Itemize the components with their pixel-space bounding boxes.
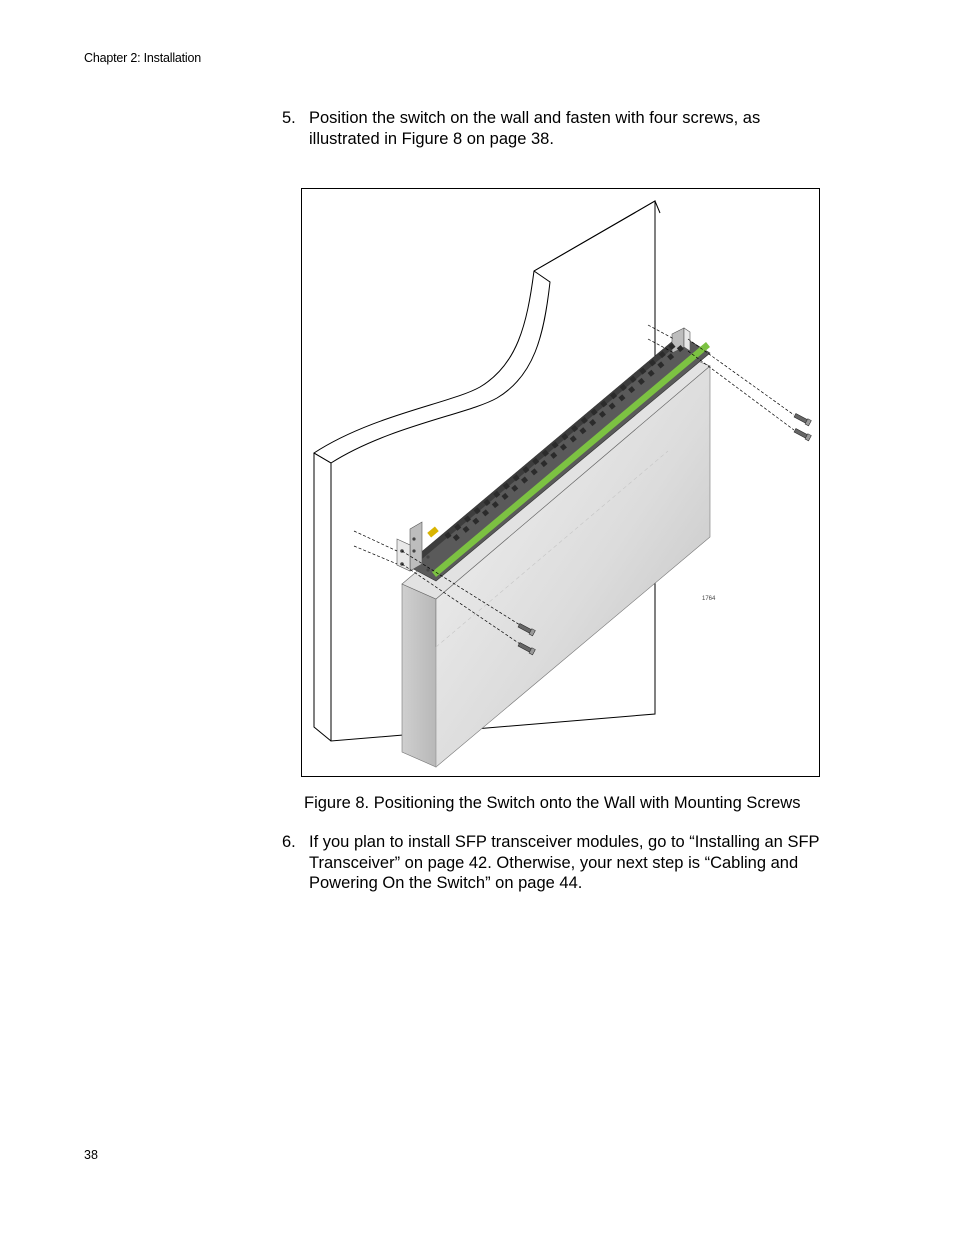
step-text [309, 832, 820, 894]
screw [794, 428, 812, 441]
step-line: If you plan to install SFP transceiver modules, go to “Installing an SFP [309, 833, 820, 851]
step-line: Position the switch on the wall and fasten with four screws, as [309, 109, 761, 127]
step-line: Transceiver” on page 42. Otherwise, your next step is “Cabling and [309, 853, 799, 872]
step-line: Powering On the Switch” on page 44. [309, 874, 583, 892]
step-number: 6. [282, 833, 296, 851]
step-line: illustrated in Figure 8 on page 38. [309, 129, 554, 148]
page-number: 38 [84, 1148, 98, 1162]
step-text [309, 108, 760, 149]
screw [794, 413, 812, 426]
figure-8 [301, 188, 820, 777]
wall-mount-illustration [302, 189, 821, 778]
figure-caption: Figure 8. Positioning the Switch onto the Wall with Mounting Screws [304, 794, 801, 812]
illustration-id: 1764 [702, 596, 716, 602]
running-head: Chapter 2: Installation [84, 51, 202, 65]
step-number: 5. [282, 109, 296, 127]
